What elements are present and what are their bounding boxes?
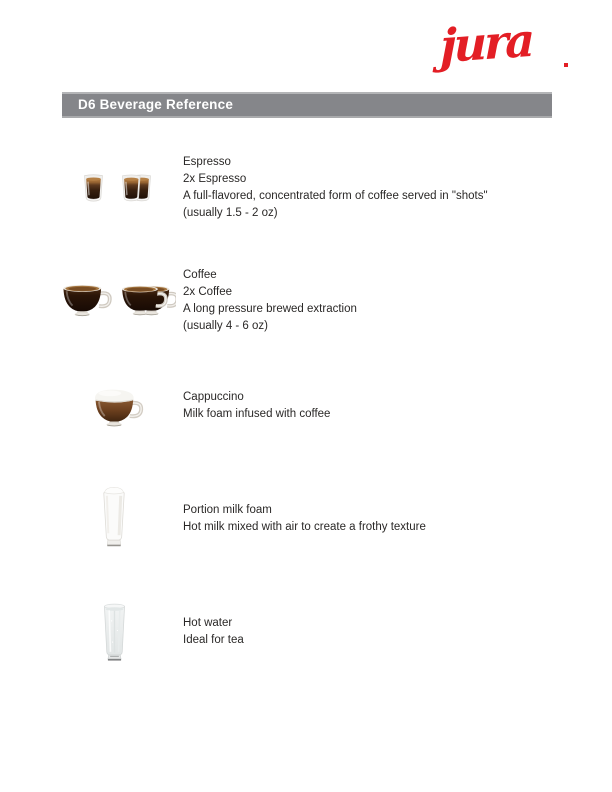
beverage-description: Hot milk mixed with air to create a frothy texture — [183, 521, 426, 533]
jura-logo — [440, 14, 562, 76]
beverage-text-hot-water — [183, 615, 244, 649]
beverage-name: Portion milk foam — [183, 504, 272, 516]
milk-foam-glass-icon — [100, 486, 128, 549]
espresso-cup-double-icon — [120, 172, 153, 203]
beverage-size: (usually 4 - 6 oz) — [183, 320, 269, 332]
coffee-cup-double-icon — [118, 280, 176, 321]
beverage-row-coffee — [0, 263, 612, 373]
beverage-description: A long pressure brewed extraction — [183, 303, 357, 315]
beverage-description: Milk foam infused with coffee — [183, 408, 331, 420]
hot-water-glass-icon — [100, 601, 129, 662]
beverage-text-espresso — [183, 154, 488, 222]
beverage-text-coffee — [183, 267, 357, 335]
beverage-row-cappuccino — [0, 383, 612, 453]
beverage-name: Cappuccino — [183, 391, 244, 403]
beverage-row-hot-water — [0, 598, 612, 678]
jura-logo-text: jura — [440, 12, 533, 74]
page-title: D6 Beverage Reference — [78, 97, 234, 112]
beverage-row-espresso — [0, 150, 612, 260]
beverage-size: (usually 1.5 - 2 oz) — [183, 207, 278, 219]
beverage-name: Hot water — [183, 617, 233, 629]
beverage-row-milk-foam — [0, 484, 612, 564]
beverage-name: Espresso — [183, 156, 231, 168]
beverage-description: A full-flavored, concentrated form of coffee served in "shots" — [183, 190, 488, 202]
section-header-bar — [62, 92, 552, 118]
beverage-description: Ideal for tea — [183, 634, 244, 646]
cappuccino-cup-icon — [91, 386, 144, 430]
beverage-text-cappuccino — [183, 389, 330, 423]
beverage-name-2x: 2x Coffee — [183, 286, 233, 298]
coffee-cup-icon — [59, 280, 113, 321]
registered-mark — [564, 63, 568, 67]
beverage-name: Coffee — [183, 269, 217, 281]
beverage-text-milk-foam — [183, 502, 426, 536]
espresso-cup-icon — [82, 172, 105, 203]
beverage-name-2x: 2x Espresso — [183, 173, 247, 185]
